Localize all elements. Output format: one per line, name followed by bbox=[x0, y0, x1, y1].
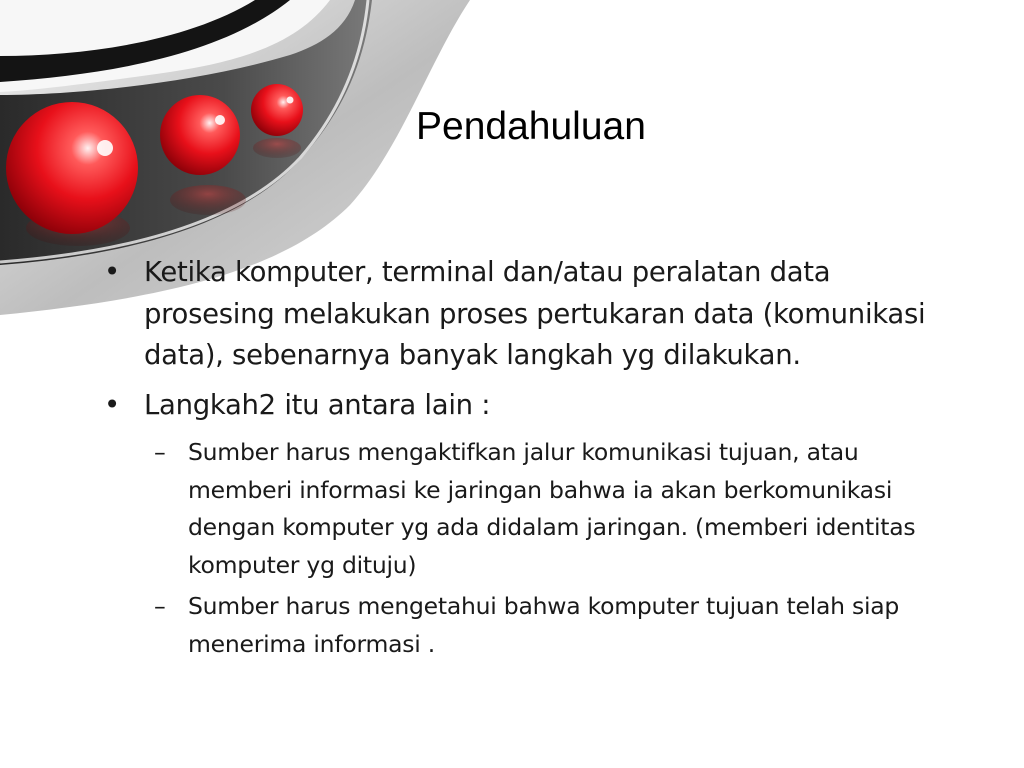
bullet-text: Langkah2 itu antara lain : bbox=[144, 388, 491, 421]
red-sphere-medium bbox=[160, 95, 240, 175]
sub-bullet-text: Sumber harus mengetahui bahwa komputer tujuan telah siap menerima informasi . bbox=[188, 592, 900, 658]
red-sphere-small bbox=[251, 84, 303, 136]
sub-bullet-marker: – bbox=[154, 438, 166, 466]
bullet-item bbox=[104, 385, 934, 427]
bullet-text: Ketika komputer, terminal dan/atau peralatan data prosesing melakukan proses pertukaran data (komunikasi data), sebenarnya banyak langkah yg dilakukan. bbox=[144, 256, 926, 371]
sub-bullet-item bbox=[104, 434, 934, 584]
slide-body bbox=[104, 252, 934, 667]
bullet-marker: • bbox=[104, 388, 120, 421]
slide-title: Pendahuluan bbox=[416, 105, 646, 148]
bullet-marker: • bbox=[104, 256, 120, 288]
sub-bullet-text: Sumber harus mengaktifkan jalur komunikasi tujuan, atau memberi informasi ke jaringan bahwa ia akan berkomunikasi dengan komputer yg ada didalam jaringan. (memberi identitas komputer yg dituju) bbox=[188, 438, 916, 579]
bullet-item bbox=[104, 252, 934, 377]
sub-bullet-item bbox=[104, 588, 934, 663]
sub-bullet-marker: – bbox=[154, 592, 166, 620]
red-sphere-large bbox=[6, 102, 138, 234]
